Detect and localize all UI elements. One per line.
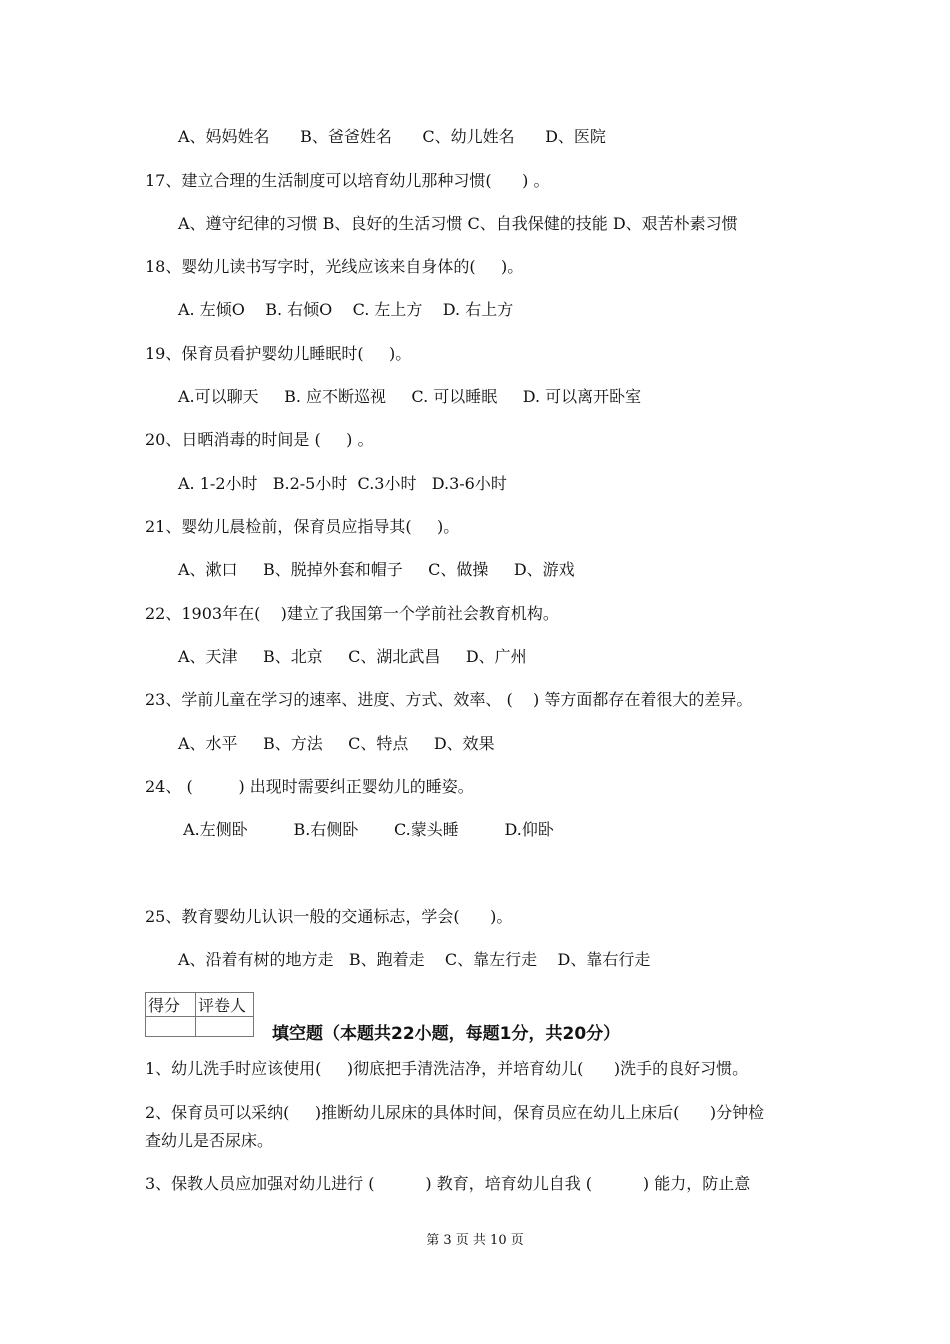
question-25-options: A、沿着有树的地方走 B、跑着走 C、靠左行走 D、靠右行走 [178, 950, 651, 969]
question-23: 23、学前儿童在学习的速率、进度、方式、效率、 ( ) 等方面都存在着很大的差异。 [145, 690, 753, 709]
score-cell [146, 1017, 196, 1037]
question-22-options: A、天津 B、北京 C、湖北武昌 D、广州 [178, 647, 527, 666]
question-21-options: A、漱口 B、脱掉外套和帽子 C、做操 D、游戏 [178, 560, 575, 579]
question-19-options: A.可以聊天 B. 应不断巡视 C. 可以睡眠 D. 可以离开卧室 [178, 387, 642, 406]
question-24: 24、 ( ) 出现时需要纠正婴幼儿的睡姿。 [145, 777, 474, 796]
question-20: 20、日晒消毒的时间是 ( ) 。 [145, 430, 374, 449]
question-21: 21、婴幼儿晨检前，保育员应指导其( )。 [145, 517, 460, 536]
score-header: 得分 [146, 993, 196, 1017]
question-19: 19、保育员看护婴幼儿睡眠时( )。 [145, 344, 412, 363]
question-23-options: A、水平 B、方法 C、特点 D、效果 [178, 734, 495, 753]
page-footer: 第 3 页 共 10 页 [426, 1233, 524, 1248]
grader-header: 评卷人 [196, 993, 254, 1017]
question-17: 17、建立合理的生活制度可以培育幼儿那种习惯( ) 。 [145, 171, 550, 190]
grader-cell [196, 1017, 254, 1037]
fill-blank-1: 1、幼儿洗手时应该使用( )彻底把手清洗洁净，并培育幼儿( )洗手的良好习惯。 [145, 1059, 749, 1078]
fill-blank-3: 3、保教人员应加强对幼儿进行 ( ) 教育，培育幼儿自我 ( ) 能力，防止意 [145, 1174, 751, 1193]
fill-blank-2-line1: 2、保育员可以采纳( )推断幼儿尿床的具体时间，保育员应在幼儿上床后( )分钟检 [145, 1103, 765, 1122]
section-title: 填空题（本题共22小题，每题1分，共20分） [272, 1024, 621, 1044]
question-22: 22、1903年在( )建立了我国第一个学前社会教育机构。 [145, 604, 559, 623]
fill-blank-2-line2: 查幼儿是否尿床。 [145, 1131, 274, 1150]
question-25: 25、教育婴幼儿认识一般的交通标志，学会( )。 [145, 907, 513, 926]
question-20-options: A. 1-2小时 B.2-5小时 C.3小时 D.3-6小时 [178, 474, 507, 493]
q16-options: A、妈妈姓名 B、爸爸姓名 C、幼儿姓名 D、医院 [178, 127, 606, 146]
question-18-options: A. 左倾O B. 右倾O C. 左上方 D. 右上方 [178, 300, 514, 319]
question-18: 18、婴幼儿读书写字时，光线应该来自身体的( )。 [145, 257, 524, 276]
question-24-options: A.左侧卧 B.右侧卧 C.蒙头睡 D.仰卧 [178, 820, 554, 839]
score-table [145, 992, 254, 1037]
question-17-options: A、遵守纪律的习惯 B、良好的生活习惯 C、自我保健的技能 D、艰苦朴素习惯 [178, 214, 738, 233]
